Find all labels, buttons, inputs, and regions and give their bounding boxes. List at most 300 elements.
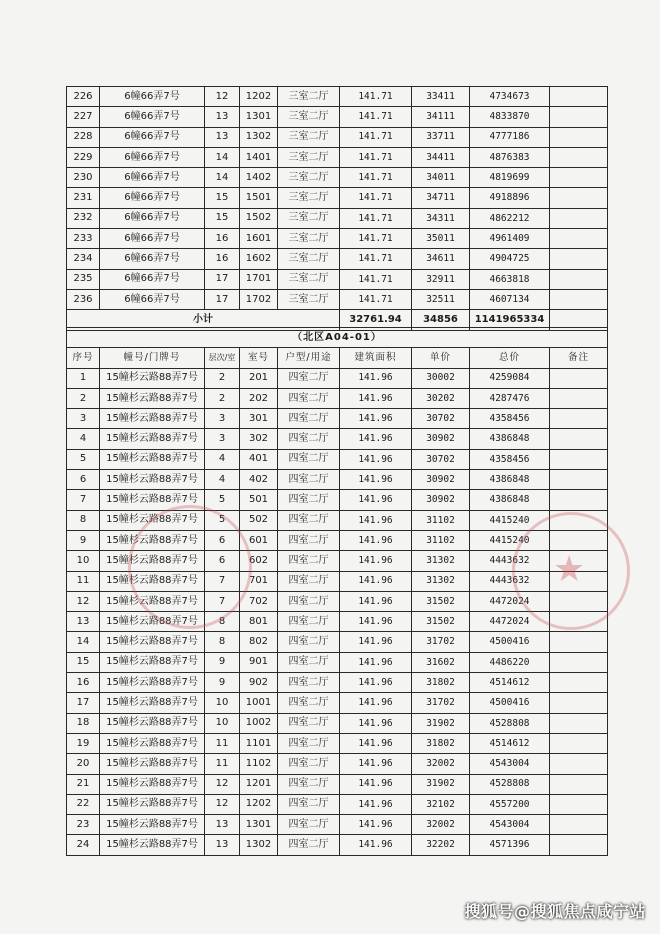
cell-area: 141.96 [340,713,412,733]
cell-total: 4358456 [470,409,550,429]
cell-total: 4287476 [470,388,550,408]
cell-total: 4259084 [470,368,550,388]
cell-unit-price: 32002 [412,815,470,835]
table-row [67,188,608,208]
cell-building: 15幢杉云路88弄7号 [100,429,205,449]
cell-type: 四室二厅 [278,632,340,652]
cell-total: 4500416 [470,693,550,713]
cell-area: 141.71 [340,249,412,269]
table-row [67,754,608,774]
cell-area: 141.71 [340,269,412,289]
cell-building: 15幢杉云路88弄7号 [100,571,205,591]
cell-type: 三室二厅 [278,168,340,188]
cell-remark [550,289,608,309]
cell-area: 141.96 [340,632,412,652]
cell-room: 1501 [240,188,278,208]
cell-no: 230 [67,168,100,188]
cell-area: 141.71 [340,87,412,107]
cell-type: 四室二厅 [278,713,340,733]
cell-floor: 6 [205,551,240,571]
cell-unit-price: 31302 [412,551,470,571]
table-row [67,733,608,753]
table-row [67,87,608,107]
cell-no: 22 [67,794,100,814]
cell-area: 141.71 [340,208,412,228]
cell-no: 23 [67,815,100,835]
cell-total: 4472024 [470,591,550,611]
cell-remark [550,510,608,530]
cell-building: 15幢杉云路88弄7号 [100,530,205,550]
cell-area: 141.96 [340,490,412,510]
cell-type: 四室二厅 [278,571,340,591]
cell-total: 4571396 [470,835,550,855]
cell-unit-price: 32511 [412,289,470,309]
cell-room: 1602 [240,249,278,269]
cell-building: 6幢66弄7号 [100,107,205,127]
cell-building: 15幢杉云路88弄7号 [100,368,205,388]
cell-floor: 5 [205,490,240,510]
cell-total: 4876383 [470,147,550,167]
cell-room: 1402 [240,168,278,188]
price-table-south [66,86,608,331]
cell-no: 13 [67,612,100,632]
cell-area: 141.96 [340,591,412,611]
cell-room: 1102 [240,754,278,774]
cell-room: 201 [240,368,278,388]
cell-room: 901 [240,652,278,672]
cell-unit-price: 34711 [412,188,470,208]
subtotal-total: 1141965334 [470,310,550,330]
cell-floor: 15 [205,208,240,228]
cell-remark [550,612,608,632]
cell-no: 15 [67,652,100,672]
cell-unit-price: 32911 [412,269,470,289]
cell-remark [550,449,608,469]
cell-no: 5 [67,449,100,469]
cell-type: 四室二厅 [278,754,340,774]
cell-remark [550,713,608,733]
cell-unit-price: 33711 [412,127,470,147]
cell-room: 1202 [240,794,278,814]
cell-total: 4833870 [470,107,550,127]
cell-total: 4358456 [470,449,550,469]
cell-area: 141.96 [340,612,412,632]
cell-floor: 11 [205,754,240,774]
cell-floor: 12 [205,774,240,794]
cell-floor: 12 [205,794,240,814]
cell-total: 4543004 [470,754,550,774]
cell-building: 15幢杉云路88弄7号 [100,733,205,753]
cell-type: 三室二厅 [278,188,340,208]
table-row [67,693,608,713]
cell-area: 141.96 [340,774,412,794]
header-total: 总价 [470,348,550,368]
cell-remark [550,835,608,855]
table-row [67,591,608,611]
cell-type: 四室二厅 [278,368,340,388]
cell-no: 228 [67,127,100,147]
cell-room: 302 [240,429,278,449]
cell-floor: 12 [205,87,240,107]
cell-unit-price: 30702 [412,449,470,469]
cell-building: 15幢杉云路88弄7号 [100,713,205,733]
cell-total: 4862212 [470,208,550,228]
cell-area: 141.96 [340,510,412,530]
cell-type: 三室二厅 [278,147,340,167]
cell-room: 601 [240,530,278,550]
cell-no: 14 [67,632,100,652]
cell-unit-price: 31502 [412,591,470,611]
cell-remark [550,409,608,429]
seal-star-icon: ★ [553,549,586,590]
cell-no: 10 [67,551,100,571]
cell-room: 1301 [240,107,278,127]
cell-area: 141.96 [340,673,412,693]
cell-floor: 9 [205,673,240,693]
cell-building: 6幢66弄7号 [100,147,205,167]
cell-no: 11 [67,571,100,591]
cell-floor: 7 [205,591,240,611]
cell-room: 1002 [240,713,278,733]
cell-room: 1201 [240,774,278,794]
cell-building: 15幢杉云路88弄7号 [100,794,205,814]
cell-no: 7 [67,490,100,510]
cell-unit-price: 32102 [412,794,470,814]
cell-remark [550,429,608,449]
cell-area: 141.71 [340,168,412,188]
source-watermark: 搜狐号@搜狐焦点咸宁站 [464,902,646,921]
cell-type: 四室二厅 [278,388,340,408]
cell-building: 15幢杉云路88弄7号 [100,510,205,530]
cell-room: 1001 [240,693,278,713]
cell-area: 141.96 [340,754,412,774]
cell-floor: 13 [205,127,240,147]
cell-area: 141.96 [340,652,412,672]
cell-remark [550,127,608,147]
header-remark: 备注 [550,348,608,368]
cell-no: 3 [67,409,100,429]
cell-unit-price: 31602 [412,652,470,672]
cell-room: 1101 [240,733,278,753]
cell-building: 6幢66弄7号 [100,249,205,269]
cell-type: 三室二厅 [278,269,340,289]
cell-no: 236 [67,289,100,309]
cell-building: 15幢杉云路88弄7号 [100,693,205,713]
cell-type: 四室二厅 [278,815,340,835]
cell-total: 4961409 [470,229,550,249]
cell-unit-price: 31802 [412,673,470,693]
cell-remark [550,774,608,794]
cell-total: 4663818 [470,269,550,289]
cell-area: 141.71 [340,107,412,127]
cell-room: 801 [240,612,278,632]
cell-no: 226 [67,87,100,107]
cell-building: 15幢杉云路88弄7号 [100,612,205,632]
cell-type: 四室二厅 [278,530,340,550]
cell-remark [550,693,608,713]
cell-unit-price: 32002 [412,754,470,774]
cell-area: 141.96 [340,409,412,429]
table-row [67,774,608,794]
cell-floor: 13 [205,107,240,127]
cell-type: 四室二厅 [278,693,340,713]
cell-floor: 17 [205,269,240,289]
cell-total: 4486220 [470,652,550,672]
cell-total: 4734673 [470,87,550,107]
cell-room: 502 [240,510,278,530]
cell-floor: 6 [205,530,240,550]
cell-building: 15幢杉云路88弄7号 [100,815,205,835]
cell-floor: 3 [205,409,240,429]
cell-type: 四室二厅 [278,794,340,814]
cell-room: 1401 [240,147,278,167]
cell-remark [550,208,608,228]
cell-area: 141.96 [340,835,412,855]
cell-no: 2 [67,388,100,408]
table-row [67,249,608,269]
table-row [67,107,608,127]
cell-unit-price: 31902 [412,774,470,794]
cell-type: 三室二厅 [278,229,340,249]
cell-remark [550,147,608,167]
cell-room: 902 [240,673,278,693]
cell-floor: 16 [205,249,240,269]
cell-unit-price: 34011 [412,168,470,188]
cell-total: 4443632 [470,571,550,591]
price-table-north-body [67,368,608,855]
cell-remark [550,815,608,835]
table-row [67,269,608,289]
cell-floor: 4 [205,449,240,469]
cell-floor: 14 [205,168,240,188]
cell-unit-price: 34611 [412,249,470,269]
cell-type: 四室二厅 [278,409,340,429]
cell-type: 四室二厅 [278,612,340,632]
cell-no: 21 [67,774,100,794]
cell-total: 4607134 [470,289,550,309]
cell-remark [550,530,608,550]
cell-room: 202 [240,388,278,408]
cell-type: 四室二厅 [278,591,340,611]
cell-total: 4777186 [470,127,550,147]
cell-unit-price: 34111 [412,107,470,127]
cell-no: 232 [67,208,100,228]
cell-type: 四室二厅 [278,429,340,449]
cell-no: 227 [67,107,100,127]
cell-type: 三室二厅 [278,87,340,107]
cell-remark [550,229,608,249]
cell-no: 12 [67,591,100,611]
table-row [67,449,608,469]
table-row [67,127,608,147]
cell-room: 301 [240,409,278,429]
cell-no: 20 [67,754,100,774]
cell-remark [550,673,608,693]
cell-building: 6幢66弄7号 [100,229,205,249]
cell-building: 6幢66弄7号 [100,289,205,309]
cell-total: 4415240 [470,510,550,530]
cell-room: 1301 [240,815,278,835]
cell-type: 四室二厅 [278,733,340,753]
cell-no: 16 [67,673,100,693]
cell-type: 四室二厅 [278,652,340,672]
table-row [67,612,608,632]
cell-building: 6幢66弄7号 [100,168,205,188]
cell-no: 233 [67,229,100,249]
cell-type: 四室二厅 [278,673,340,693]
cell-building: 15幢杉云路88弄7号 [100,449,205,469]
cell-total: 4386848 [470,490,550,510]
cell-room: 501 [240,490,278,510]
cell-building: 15幢杉云路88弄7号 [100,470,205,490]
cell-floor: 11 [205,733,240,753]
cell-unit-price: 31902 [412,713,470,733]
cell-remark [550,551,608,571]
cell-area: 141.96 [340,551,412,571]
cell-total: 4819699 [470,168,550,188]
cell-area: 141.71 [340,127,412,147]
zone-title: （北区A04-01） [67,328,608,348]
cell-remark [550,368,608,388]
cell-type: 三室二厅 [278,107,340,127]
table-row [67,835,608,855]
cell-remark [550,249,608,269]
cell-building: 6幢66弄7号 [100,188,205,208]
cell-total: 4918896 [470,188,550,208]
header-area: 建筑面积 [340,348,412,368]
table-row [67,530,608,550]
cell-unit-price: 30902 [412,490,470,510]
cell-room: 1502 [240,208,278,228]
cell-remark [550,107,608,127]
cell-area: 141.96 [340,449,412,469]
cell-area: 141.96 [340,388,412,408]
table-row [67,388,608,408]
cell-no: 19 [67,733,100,753]
cell-type: 四室二厅 [278,551,340,571]
cell-area: 141.71 [340,289,412,309]
cell-total: 4386848 [470,470,550,490]
cell-room: 1702 [240,289,278,309]
cell-floor: 17 [205,289,240,309]
cell-building: 6幢66弄7号 [100,127,205,147]
cell-type: 三室二厅 [278,289,340,309]
cell-total: 4514612 [470,733,550,753]
cell-total: 4528808 [470,713,550,733]
header-building: 幢号/门牌号 [100,348,205,368]
cell-room: 802 [240,632,278,652]
cell-no: 229 [67,147,100,167]
cell-building: 15幢杉云路88弄7号 [100,835,205,855]
cell-floor: 14 [205,147,240,167]
cell-building: 15幢杉云路88弄7号 [100,632,205,652]
cell-building: 15幢杉云路88弄7号 [100,490,205,510]
cell-floor: 15 [205,188,240,208]
cell-no: 231 [67,188,100,208]
cell-area: 141.96 [340,693,412,713]
cell-remark [550,632,608,652]
table-row [67,470,608,490]
table-row [67,571,608,591]
cell-total: 4500416 [470,632,550,652]
cell-remark [550,733,608,753]
subtotal-unit-price: 34856 [412,310,470,330]
cell-unit-price: 30902 [412,470,470,490]
cell-building: 15幢杉云路88弄7号 [100,754,205,774]
cell-remark [550,87,608,107]
cell-area: 141.96 [340,470,412,490]
cell-unit-price: 32202 [412,835,470,855]
cell-floor: 8 [205,612,240,632]
cell-room: 401 [240,449,278,469]
cell-remark [550,754,608,774]
cell-remark [550,168,608,188]
cell-no: 6 [67,470,100,490]
table-row [67,208,608,228]
cell-unit-price: 31802 [412,733,470,753]
subtotal-area: 32761.94 [340,310,412,330]
cell-area: 141.71 [340,147,412,167]
cell-area: 141.96 [340,794,412,814]
cell-building: 15幢杉云路88弄7号 [100,774,205,794]
cell-no: 24 [67,835,100,855]
cell-unit-price: 34411 [412,147,470,167]
cell-unit-price: 31702 [412,632,470,652]
table-row [67,409,608,429]
cell-area: 141.96 [340,530,412,550]
cell-unit-price: 30202 [412,388,470,408]
table-row [67,490,608,510]
header-unit-price: 单价 [412,348,470,368]
price-table-north [66,327,608,856]
cell-building: 15幢杉云路88弄7号 [100,652,205,672]
cell-no: 4 [67,429,100,449]
table-row [67,632,608,652]
table-row [67,652,608,672]
cell-building: 6幢66弄7号 [100,208,205,228]
cell-building: 15幢杉云路88弄7号 [100,551,205,571]
cell-floor: 9 [205,652,240,672]
cell-room: 1302 [240,127,278,147]
cell-remark [550,388,608,408]
cell-area: 141.71 [340,229,412,249]
cell-type: 四室二厅 [278,835,340,855]
price-table-south-body [67,87,608,310]
cell-room: 1302 [240,835,278,855]
header-row [67,348,608,368]
table-row [67,673,608,693]
subtotal-label: 小计 [67,310,340,330]
cell-area: 141.96 [340,733,412,753]
cell-total: 4386848 [470,429,550,449]
table-row [67,147,608,167]
cell-total: 4514612 [470,673,550,693]
cell-room: 602 [240,551,278,571]
cell-floor: 10 [205,713,240,733]
cell-unit-price: 33411 [412,87,470,107]
cell-building: 15幢杉云路88弄7号 [100,673,205,693]
cell-no: 9 [67,530,100,550]
cell-no: 235 [67,269,100,289]
cell-room: 701 [240,571,278,591]
cell-floor: 2 [205,388,240,408]
cell-floor: 4 [205,470,240,490]
cell-room: 702 [240,591,278,611]
cell-no: 1 [67,368,100,388]
cell-room: 402 [240,470,278,490]
table-row [67,510,608,530]
cell-remark [550,470,608,490]
